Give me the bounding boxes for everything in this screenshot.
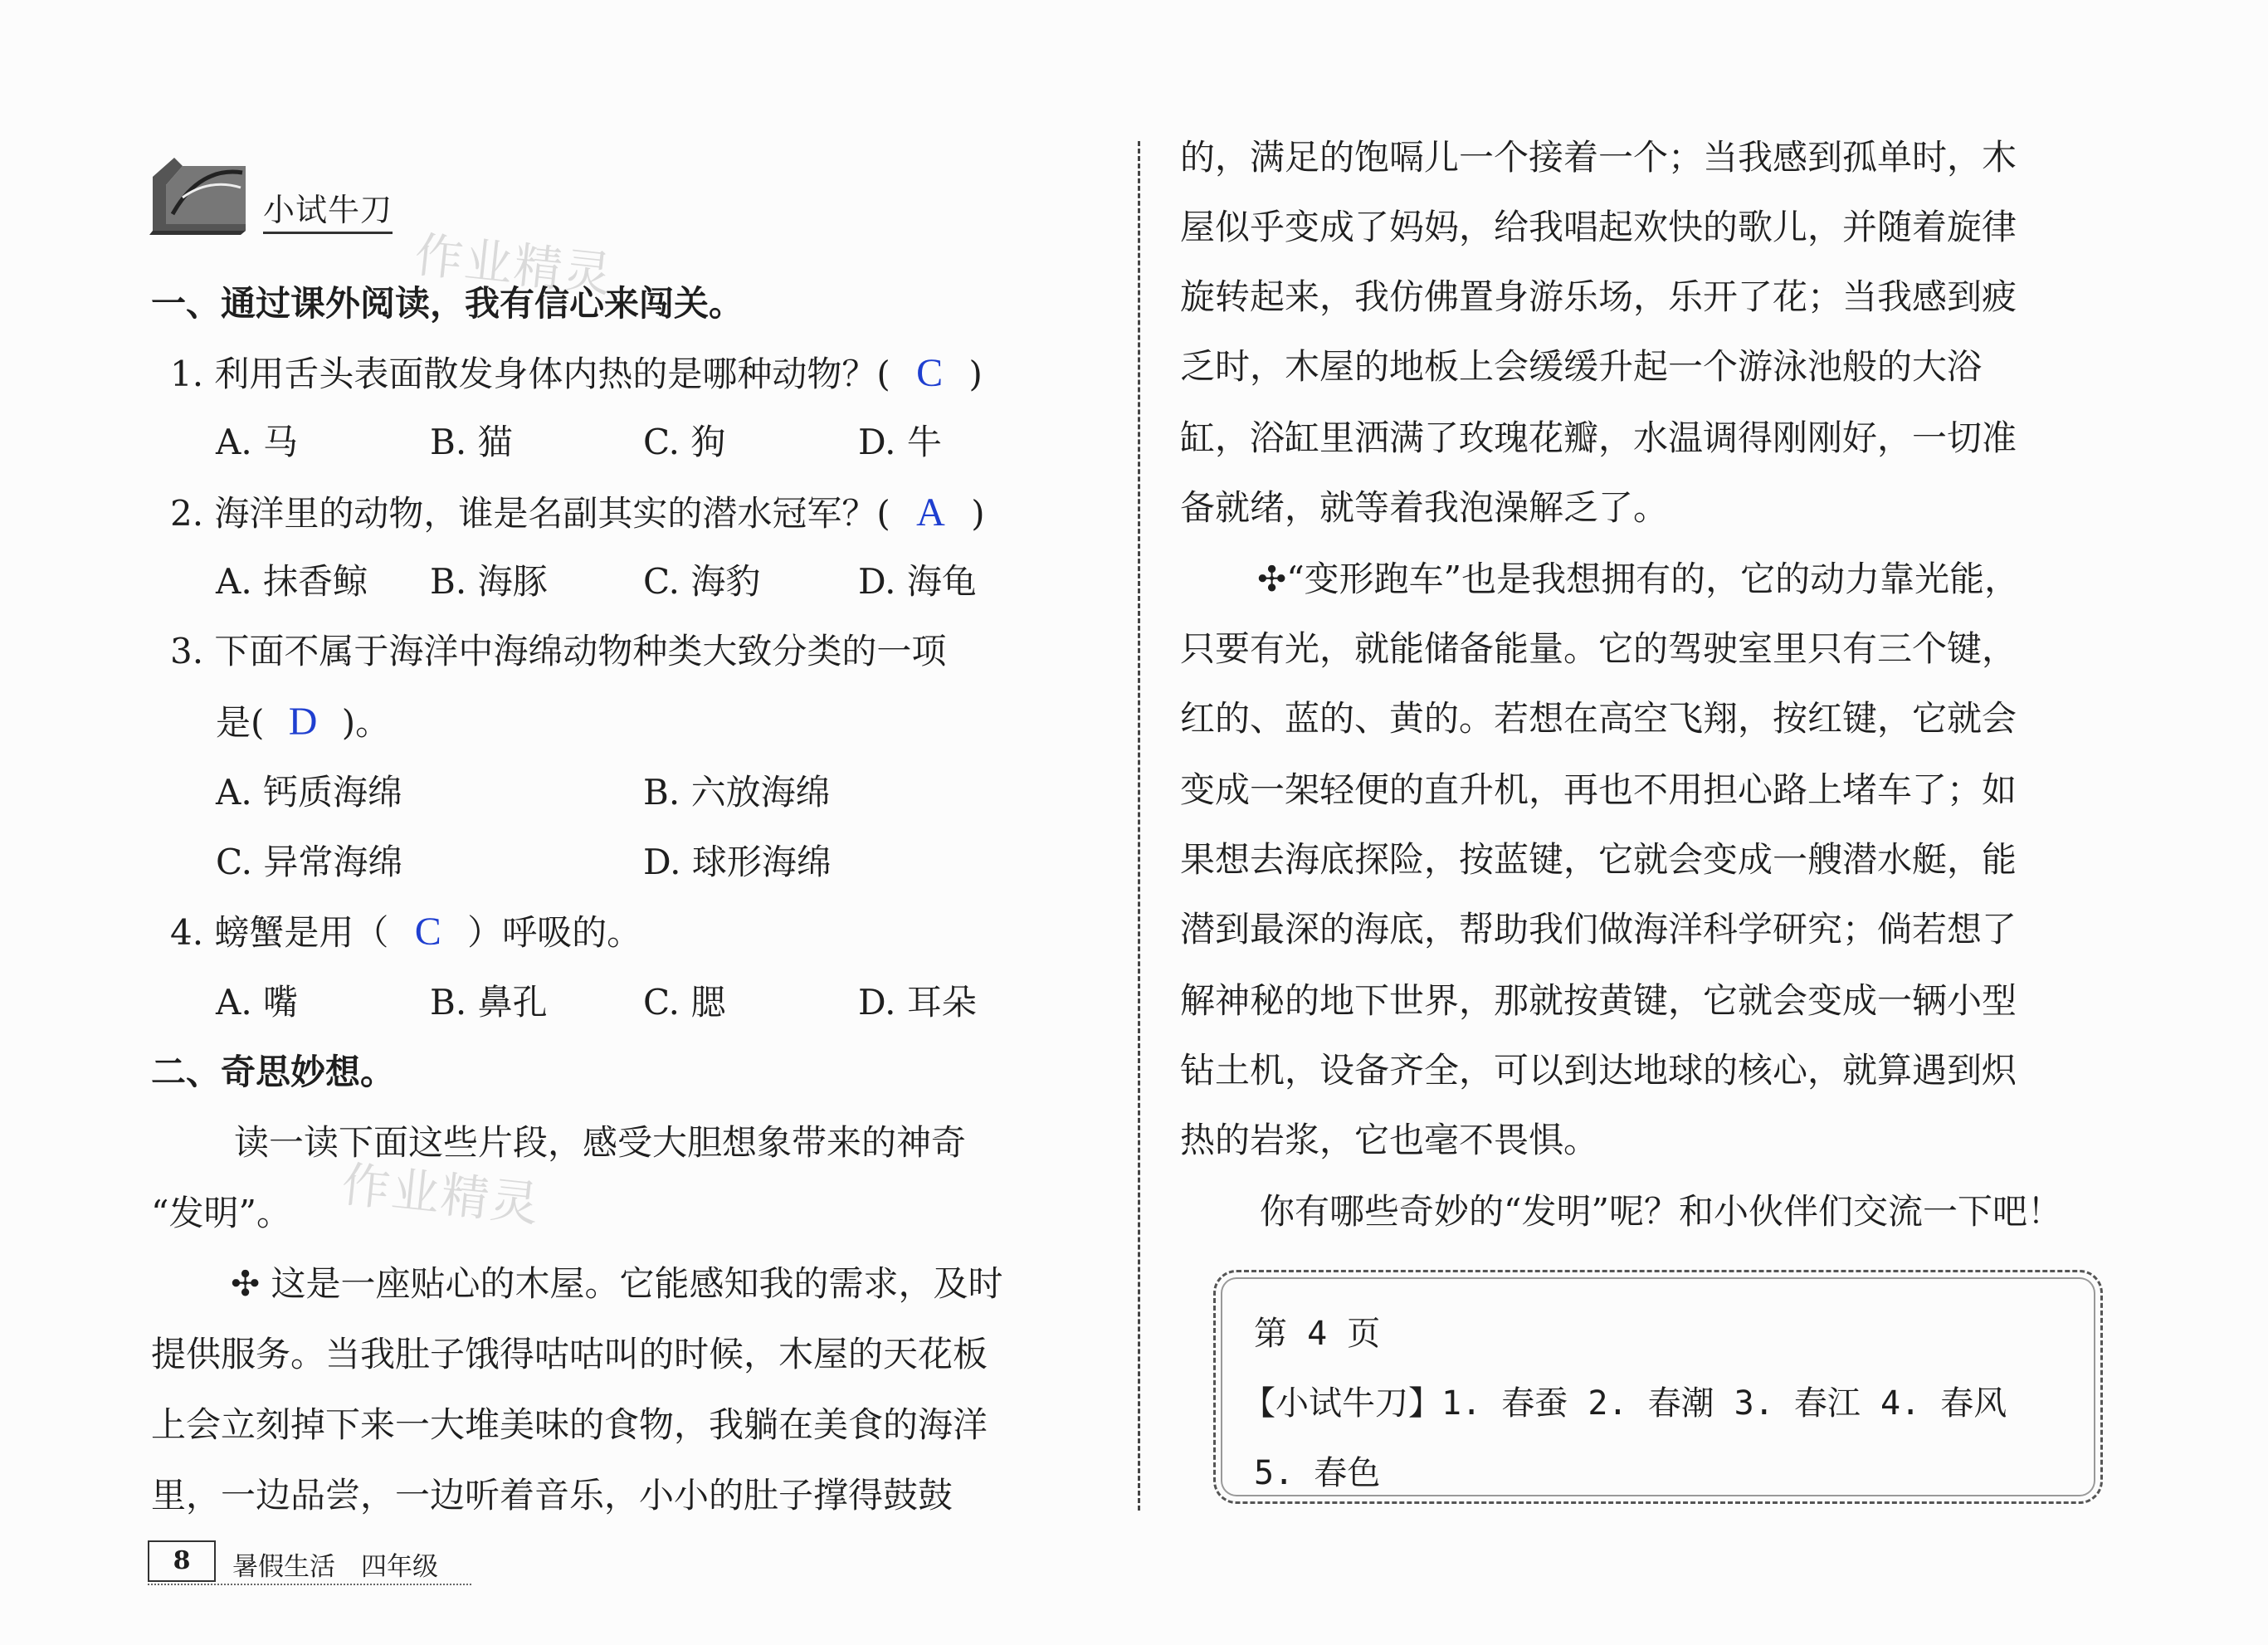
intro-line: “发明”。: [151, 1193, 291, 1233]
paragraph-line: 屋似乎变成了妈妈，给我唱起欢快的歌儿，并随着旋律: [1180, 207, 2017, 247]
question-3-line2: [216, 699, 390, 746]
answer-key-box: [1213, 1270, 2103, 1504]
question-1: [170, 350, 983, 398]
option: B. 海豚: [430, 561, 548, 602]
paragraph-line: 旋转起来，我仿佛置身游乐场，乐开了花；当我感到疲: [1180, 276, 2017, 317]
book-pen-icon: [149, 148, 249, 235]
answer-key-line: 【小试牛刀】1. 春蚕 2. 春潮 3. 春江 4. 春风: [1242, 1384, 2007, 1423]
answer-key-page: 第 4 页: [1254, 1315, 1381, 1353]
question-text: 是(: [216, 702, 265, 743]
paragraph-line: 上会立刻掉下来一大堆美味的食物，我躺在美食的海洋: [151, 1404, 988, 1445]
question-3-line1: 3. 下面不属于海洋中海绵动物种类大致分类的一项: [170, 631, 947, 671]
option: C. 海豹: [643, 561, 761, 602]
paragraph-line: 乏时，木屋的地板上会缓缓升起一个游泳池般的大浴: [1180, 346, 1983, 387]
page-number: 8: [148, 1540, 216, 1582]
question-text: 4. 螃蟹是用（: [170, 912, 389, 953]
option: C. 狗: [643, 422, 726, 462]
option: D. 海龟: [858, 561, 977, 602]
option: C. 异常海绵: [216, 842, 403, 882]
section1-heading: 一、通过课外阅读，我有信心来闯关。: [151, 283, 744, 324]
paragraph-line: 里，一边品尝，一边听着音乐，小小的肚子撑得鼓鼓: [151, 1475, 954, 1516]
option: A. 抹香鲸: [216, 561, 368, 602]
answer-handwritten: C: [414, 910, 441, 954]
option: D. 牛: [858, 422, 942, 462]
paragraph-line: 红的、蓝的、黄的。若想在高空飞翔，按红键，它就会: [1180, 698, 2017, 739]
option: A. 马: [216, 422, 299, 462]
intro-line: 读一读下面这些片段，感受大胆想象带来的神奇: [234, 1122, 967, 1163]
page-footer: [148, 1540, 480, 1590]
paragraph-line: ✣“变形跑车”也是我想拥有的，它的动力靠光能，: [1257, 559, 2020, 599]
question-text: ): [968, 354, 983, 394]
watermark: 作业精灵: [412, 226, 617, 304]
paragraph-line: ✣ 这是一座贴心的木屋。它能感知我的需求，及时: [231, 1263, 1003, 1304]
column-divider: [1138, 141, 1140, 1511]
paragraph-line: 钻土机，设备齐全，可以到达地球的核心，就算遇到炽: [1180, 1050, 2017, 1091]
option: A. 嘴: [216, 982, 299, 1023]
answer-handwritten: C: [916, 351, 944, 395]
footer-rule: [148, 1584, 471, 1585]
option: B. 猫: [430, 422, 513, 462]
book-title: 暑假生活 四年级: [232, 1552, 438, 1582]
watermark: 作业精灵: [339, 1155, 544, 1233]
paragraph-line: 备就绪，就等着我泡澡解乏了。: [1180, 487, 1669, 528]
paragraph-line: 变成一架轻便的直升机，再也不用担心路上堵车了；如: [1180, 769, 2017, 810]
question-4: [170, 909, 641, 956]
question-text: 2. 海洋里的动物，谁是名副其实的潜水冠军？(: [170, 493, 890, 534]
option: D. 球形海绵: [643, 842, 832, 882]
paragraph-line: 提供服务。当我肚子饿得咕咕叫的时候，木屋的天花板: [151, 1334, 988, 1374]
paragraph-line: 的，满足的饱嗝儿一个接着一个；当我感到孤单时，木: [1180, 137, 2017, 178]
closing-line: 你有哪些奇妙的“发明”呢？和小伙伴们交流一下吧！: [1260, 1191, 2062, 1232]
question-2: [170, 490, 985, 537]
answer-key-line: 5. 春色: [1254, 1454, 1381, 1492]
option: A. 钙质海绵: [216, 772, 403, 813]
question-text: )。: [341, 702, 391, 743]
paragraph-line: 果想去海底探险，按蓝键，它就会变成一艘潜水艇，能: [1180, 839, 2017, 880]
option: B. 鼻孔: [430, 982, 548, 1023]
option: D. 耳朵: [858, 982, 977, 1023]
question-text: ): [971, 493, 985, 534]
section-title: 小试牛刀: [263, 184, 393, 234]
option: B. 六放海绵: [643, 772, 831, 813]
paragraph-line: 只要有光，就能储备能量。它的驾驶室里只有三个键，: [1180, 628, 2017, 669]
option: C. 腮: [643, 982, 726, 1023]
section2-heading: 二、奇思妙想。: [151, 1052, 396, 1092]
paragraph-line: 解神秘的地下世界，那就按黄键，它就会变成一辆小型: [1180, 980, 2017, 1021]
paragraph-line: 缸，浴缸里洒满了玫瑰花瓣，水温调得刚刚好，一切准: [1180, 417, 2017, 458]
answer-handwritten: D: [288, 700, 318, 744]
question-text: ）呼吸的。: [467, 912, 642, 953]
question-text: 1. 利用舌头表面散发身体内热的是哪种动物？(: [170, 354, 890, 394]
paragraph-line: 潜到最深的海底，帮助我们做海洋科学研究；倘若想了: [1180, 909, 2017, 949]
paragraph-line: 热的岩浆，它也毫不畏惧。: [1180, 1120, 1599, 1160]
answer-handwritten: A: [916, 491, 945, 535]
